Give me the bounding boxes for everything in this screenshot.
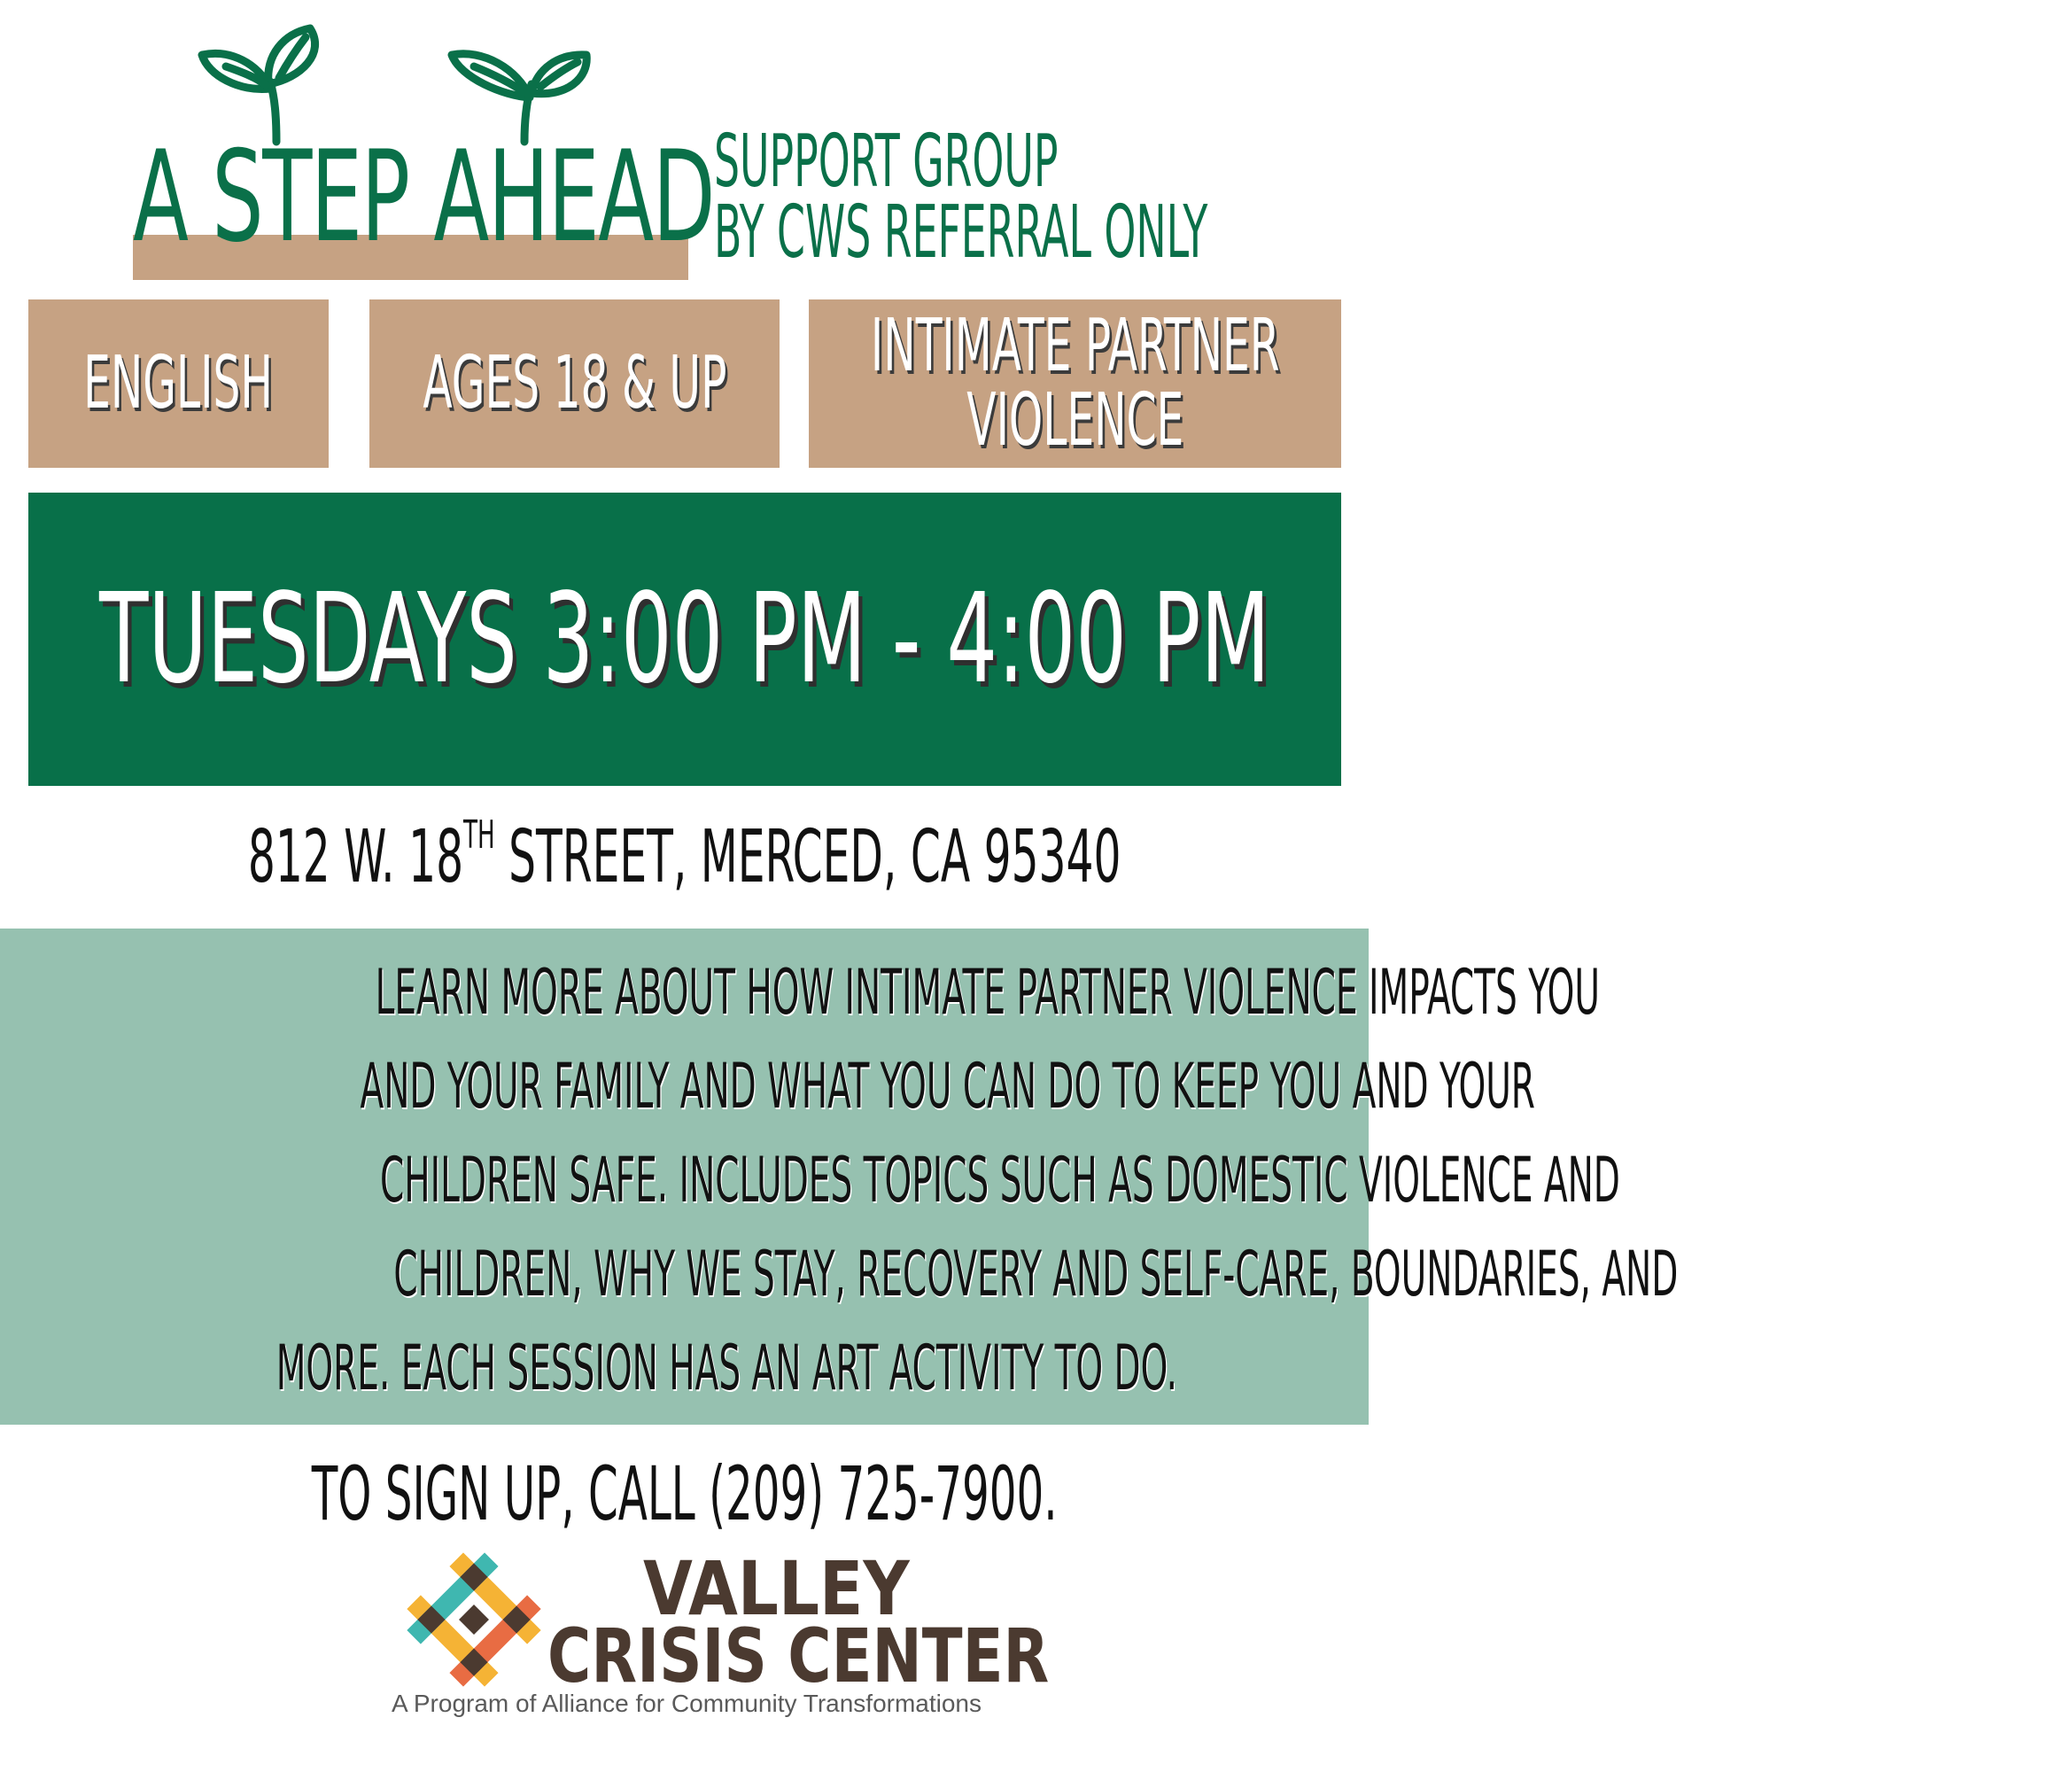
description-line: LEARN MORE ABOUT HOW INTIMATE PARTNER VIOLENCE IMPACTS YOU bbox=[375, 956, 1600, 1029]
tag-age bbox=[369, 299, 780, 468]
page-title: A STEP AHEAD bbox=[133, 124, 715, 270]
description-line: AND YOUR FAMILY AND WHAT YOU CAN DO TO KEEP YOU AND YOUR bbox=[360, 1050, 1535, 1123]
schedule-band bbox=[28, 493, 1341, 786]
tag-age-label: AGES 18 & UP bbox=[422, 341, 727, 425]
valley-crisis-center-logo-mark bbox=[403, 1549, 545, 1690]
tag-topic bbox=[809, 299, 1341, 468]
tag-language bbox=[28, 299, 329, 468]
subtitle bbox=[714, 120, 1208, 275]
description-band bbox=[0, 929, 1679, 1425]
subtitle-line-1: SUPPORT GROUP bbox=[714, 120, 1059, 204]
subtitle-line-2: BY CWS REFERRAL ONLY bbox=[714, 190, 1208, 275]
tag-topic-label bbox=[870, 304, 1280, 462]
tag-topic-line-2: VIOLENCE bbox=[966, 378, 1184, 462]
sprout-icons bbox=[0, 0, 700, 142]
tag-language-label: ENGLISH bbox=[83, 341, 274, 425]
logo-text-crisis-center: CRISIS CENTER bbox=[547, 1613, 1050, 1699]
signup-call bbox=[0, 1449, 1369, 1538]
address-text bbox=[248, 813, 1121, 902]
address-part-2: STREET, MERCED, CA 95340 bbox=[494, 815, 1121, 899]
schedule-text: TUESDAYS 3:00 PM - 4:00 PM bbox=[99, 566, 1270, 711]
address-ordinal: TH bbox=[462, 812, 495, 858]
tag-topic-line-1: INTIMATE PARTNER bbox=[870, 304, 1280, 388]
description-line: MORE. EACH SESSION HAS AN ART ACTIVITY TO DO. bbox=[275, 1332, 1177, 1404]
logo-text-valley: VALLEY bbox=[643, 1545, 910, 1632]
signup-call-text: TO SIGN UP, CALL (209) 725-7900. bbox=[311, 1450, 1058, 1537]
description-line: CHILDREN, WHY WE STAY, RECOVERY AND SELF-CARE, BOUNDARIES, AND bbox=[393, 1238, 1679, 1310]
description-line: CHILDREN SAFE. INCLUDES TOPICS SUCH AS DOMESTIC VIOLENCE AND bbox=[379, 1144, 1620, 1216]
logo-tagline: A Program of Alliance for Community Transformations bbox=[391, 1690, 982, 1717]
address bbox=[0, 813, 1369, 902]
address-part-1: 812 W. 18 bbox=[247, 815, 463, 899]
